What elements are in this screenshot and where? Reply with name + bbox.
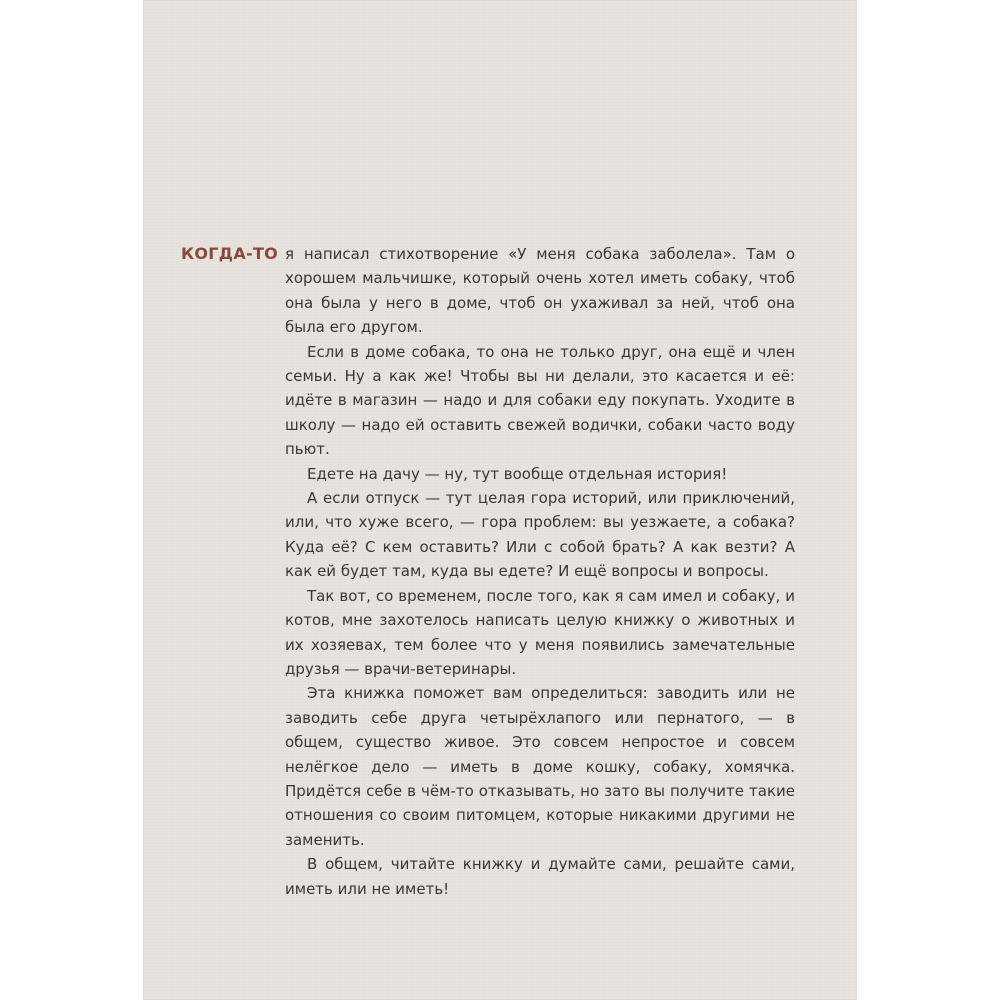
paragraph-5: Так вот, со временем, после того, как я сам имел и собаку, и котов, мне захотелось написать целую книжку о животных и их хозяевах, тем более что у меня появились замечательные друзья — врачи-ветеринары.: [285, 586, 795, 678]
paragraph-3: Едете на дачу — ну, тут вообще отдельная история!: [307, 464, 728, 483]
paragraph-2: Если в доме собака, то она не только друг, она ещё и член семьи. Ну а как же! Чтобы вы ни делали, это касается и её: идёте в магазин — надо и для собаки еду покупать. Уходите в школу — надо ей оставить свежей водички, собаки часто воду пьют.: [285, 342, 795, 459]
paragraph-7: В общем, читайте книжку и думайте сами, решайте сами, иметь или не иметь!: [285, 855, 795, 898]
body-text: [285, 242, 795, 901]
paragraph-1: я написал стихотворение «У меня собака заболела». Там о хорошем мальчишке, который очень хотел иметь собаку, чтоб она была у него в доме, чтоб он ухаживал за ней, чтоб она была его другом.: [285, 245, 795, 337]
paragraph-4: А если отпуск — тут целая гора историй, или приключений, или, что хуже всего, — гора проблем: вы уезжаете, а собака? Куда её? С кем оставить? Или с собой брать? А как везти? А как ей будет там, куда вы едете? И ещё вопросы и вопросы.: [285, 489, 795, 581]
lead-word: КОГДА-ТО: [181, 244, 279, 263]
paragraph-6: Эта книжка поможет вам определиться: заводить или не заводить себе друга четырёхлапого или пернатого, — в общем, существо живое. Это совсем непростое и совсем нелёгкое дело — иметь в доме кошку, собаку, хомячка. Придётся себе в чём-то отказывать, но зато вы получите такие отношения со своим питомцем, которые никакими другими не заменить.: [285, 684, 795, 849]
